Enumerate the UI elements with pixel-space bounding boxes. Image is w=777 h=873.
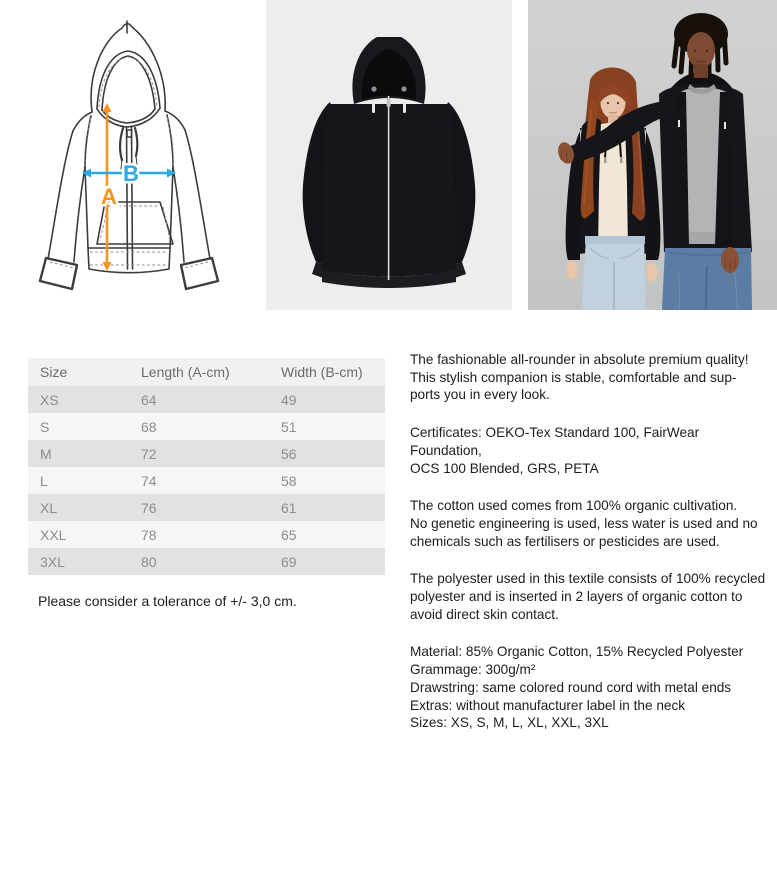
description-paragraph: Certificates: OEKO-Tex Standard 100, FairWear Foundation, OCS 100 Blended, GRS, PETA	[410, 425, 700, 476]
label-b: B	[123, 161, 139, 186]
width-arrow-b	[82, 161, 176, 186]
length-arrow-a	[101, 103, 117, 271]
description-paragraph: The fashionable all-rounder in absolute premium quality! This stylish companion is stable, comfortable and sup- ports you in every look.	[410, 352, 749, 403]
eyelet	[401, 86, 406, 91]
table-cell: XXL	[28, 521, 129, 548]
drawcord-aglet	[403, 101, 406, 113]
column-header: Length (A-cm)	[129, 358, 269, 386]
table-cell: 3XL	[28, 548, 129, 575]
table-cell: 72	[129, 440, 269, 467]
table-cell: S	[28, 413, 129, 440]
zipper-pull	[387, 98, 391, 107]
table-cell: 51	[269, 413, 385, 440]
table-cell: 49	[269, 386, 385, 413]
table-cell: M	[28, 440, 129, 467]
eyelet	[371, 86, 376, 91]
drawcord-aglet	[372, 101, 375, 113]
description-paragraph: The cotton used comes from 100% organic cultivation. No genetic engineering is used, less water is used and no chemicals such as fertilisers or pesticides are used.	[410, 498, 758, 549]
table-cell: 56	[269, 440, 385, 467]
table-cell: 80	[129, 548, 269, 575]
table-row	[28, 467, 385, 494]
column-header: Width (B-cm)	[269, 358, 385, 386]
description-paragraph: Material: 85% Organic Cotton, 15% Recycled Polyester Grammage: 300g/m² Drawstring: same colored round cord with metal ends Extras: without manufacturer label in the neck Sizes: XS, S, M, L, XL, XXL, 3XL	[410, 644, 744, 731]
table-row	[28, 386, 385, 413]
table-cell: 74	[129, 467, 269, 494]
column-header: Size	[28, 358, 129, 386]
size-table	[28, 358, 385, 575]
table-row	[28, 494, 385, 521]
product-image-row	[0, 0, 777, 310]
flat-hoodie-photo	[266, 0, 512, 310]
hoodie-outline	[40, 21, 218, 289]
models-image[interactable]	[528, 0, 777, 310]
hoodie-line-drawing	[28, 8, 250, 300]
table-row	[28, 548, 385, 575]
drawcord-tip	[678, 120, 680, 127]
table-cell: XL	[28, 494, 129, 521]
table-cell: 61	[269, 494, 385, 521]
tolerance-note: Please consider a tolerance of +/- 3,0 cm.	[38, 593, 297, 609]
table-cell: 64	[129, 386, 269, 413]
product-description	[410, 351, 770, 752]
table-header-row	[28, 358, 385, 386]
table-row	[28, 413, 385, 440]
zipper	[388, 96, 390, 280]
table-cell: 58	[269, 467, 385, 494]
flat-product-image[interactable]	[266, 0, 512, 310]
table-cell: 65	[269, 521, 385, 548]
black-zip-hoodie	[303, 37, 476, 288]
table-cell: XS	[28, 386, 129, 413]
measurement-diagram-image[interactable]	[28, 8, 250, 300]
drawcord-tip	[724, 122, 726, 129]
table-cell: 69	[269, 548, 385, 575]
table-cell: 76	[129, 494, 269, 521]
description-paragraph: The polyester used in this textile consists of 100% recycled polyester and is inserted in 2 layers of organic cotton to avoid direct skin contact.	[410, 571, 766, 622]
label-a: A	[101, 184, 117, 209]
table-row	[28, 521, 385, 548]
table-cell: 78	[129, 521, 269, 548]
table-cell: L	[28, 467, 129, 494]
models-photo	[528, 0, 777, 310]
table-cell: 68	[129, 413, 269, 440]
table-row	[28, 440, 385, 467]
